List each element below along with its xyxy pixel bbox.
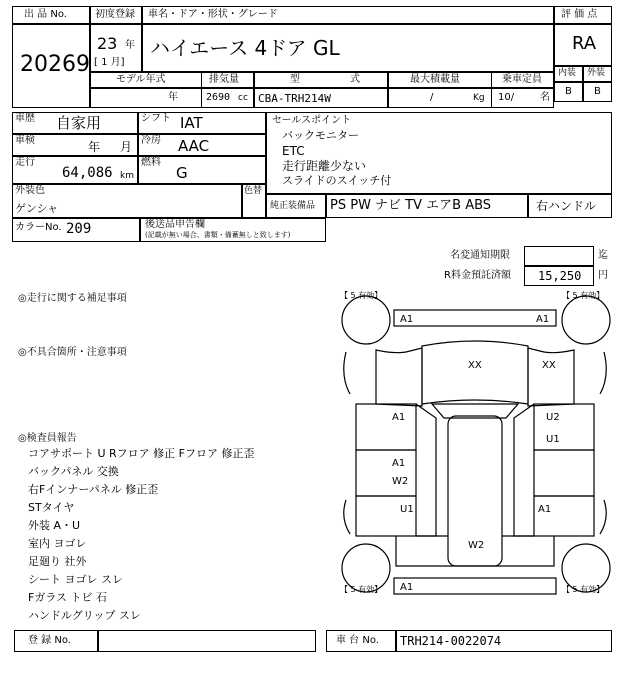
first-reg-year: 23 (97, 34, 118, 53)
mark-right-door-u1: U1 (546, 434, 560, 445)
mark-roof-w2: W2 (468, 540, 485, 551)
interior-label: 内装 (558, 68, 577, 78)
inspection-month-unit: 月 (120, 140, 133, 154)
left-mid-panel (356, 450, 416, 496)
inspector-title: ◎検査員報告 (18, 433, 77, 444)
tire-label-front-right: 【 5 有効】 (562, 291, 605, 300)
tire-label-rear-left: 【 5 有効】 (340, 585, 383, 594)
eval-label: 評 価 点 (561, 9, 598, 20)
right-mirror (600, 352, 606, 394)
sales-point-2: ETC (282, 144, 305, 158)
recycle-value: 15,250 (538, 269, 582, 283)
first-reg-year-unit: 年 (125, 40, 135, 51)
max-load-value: / (430, 92, 434, 103)
type-label-2: 式 (350, 74, 360, 85)
usage-value: 自家用 (56, 114, 102, 132)
max-load-label: 最大積載量 (410, 74, 460, 85)
usage-label: 車歴 (15, 113, 35, 124)
mark-left-mid-w2: W2 (392, 476, 409, 487)
left-front-door (356, 404, 416, 450)
equip-value: PS PW ナビ TV エアB ABS (330, 198, 492, 213)
lot-no: 20269 (20, 52, 90, 77)
mark-left-door-a1: A1 (392, 412, 406, 423)
ext-color-value: ゲンシャ (15, 202, 59, 215)
aftermarket-note: (記載が無い場合、書類・備蓄無しと致します) (145, 231, 291, 239)
tire-label-front-left: 【 5 有効】 (340, 291, 383, 300)
kg-unit: Kg (473, 93, 485, 103)
inspector-line-7: 足廻り 社外 (28, 555, 87, 568)
capacity-unit: 名 (540, 92, 550, 103)
left-inner-outline (416, 404, 436, 536)
right-mid-panel (534, 450, 594, 496)
left-rear-mirror (344, 500, 350, 534)
inspector-line-5: 外装 A・U (28, 519, 81, 532)
mark-front-a1-left: A1 (400, 314, 414, 325)
mark-rear-bumper-a1: A1 (400, 582, 414, 593)
inspector-line-10: ハンドルグリップ スレ (28, 609, 141, 622)
mark-left-mid-a1: A1 (392, 458, 406, 469)
fuel-label: 燃料 (141, 157, 161, 168)
car-name: ハイエース 4ドア GL (150, 36, 340, 60)
inspection-label: 車検 (15, 135, 35, 146)
mark-left-rear-u1: U1 (400, 504, 414, 515)
mileage-value: 64,086 (62, 165, 113, 181)
aftermarket-label: 後送品申告欄 (145, 219, 205, 230)
inspector-line-1: コアサポート U Rフロア 修正 Fフロア 修正歪 (28, 447, 255, 460)
inspection-year-unit: 年 (88, 140, 101, 154)
capacity-value: 10/ (498, 92, 515, 103)
defects-title: ◎不具合箇所・注意事項 (18, 347, 127, 358)
front-left-fender (376, 348, 422, 406)
recycle-unit: 円 (598, 270, 608, 281)
inspector-line-2: バックパネル 交換 (28, 465, 119, 478)
first-reg-month: [ 1 月] (94, 57, 125, 68)
name-change-unit: 迄 (598, 250, 608, 261)
shift-value: IAT (180, 114, 203, 132)
mark-right-xx: XX (542, 360, 556, 371)
ac-label: 冷房 (141, 135, 161, 146)
handle-value: 右ハンドル (536, 199, 597, 213)
front-right-fender (528, 348, 574, 406)
equip-label: 純正装備品 (270, 201, 316, 211)
displacement-value: 2690 (206, 92, 231, 103)
capacity-label: 乗車定員 (502, 74, 542, 85)
reg-no-label: 登 録 No. (28, 635, 71, 646)
mark-hood-xx: XX (468, 360, 482, 371)
right-rear-panel (534, 496, 594, 536)
mark-right-door-u2: U2 (546, 412, 560, 423)
exterior-label: 外装 (587, 68, 606, 78)
displacement-label: 排気量 (209, 74, 239, 85)
sales-point-3: 走行距離少ない (282, 159, 367, 173)
inspector-line-8: シート ヨゴレ スレ (28, 573, 123, 586)
fuel-value: G (176, 164, 188, 182)
first-reg-label: 初度登録 (95, 9, 135, 20)
front-bumper (394, 310, 556, 326)
km-unit: km (120, 171, 134, 181)
recycle-label: R料金預託済額 (444, 270, 511, 281)
car-condition-diagram (336, 286, 614, 626)
tire-front-right (562, 296, 610, 344)
rear-bumper (394, 578, 556, 594)
inspector-line-3: 右Fインナーパネル 修正歪 (28, 483, 159, 496)
model-year-label: モデル年式 (116, 74, 166, 85)
sales-point-1: バックモニター (282, 129, 359, 142)
running-remarks-title: ◎走行に関する補足事項 (18, 293, 127, 304)
car-name-label: 車名・ドア・形状・グレード (148, 9, 278, 20)
left-mirror (344, 352, 350, 394)
mark-front-a1-right: A1 (536, 314, 550, 325)
interior-grade: B (565, 86, 572, 97)
left-rear-panel (356, 496, 416, 536)
shift-label: シフト (141, 113, 171, 124)
cc-unit: cc (238, 93, 248, 103)
name-change-box (524, 246, 594, 266)
eval-score: RA (572, 33, 597, 54)
lot-no-label: 出 品 No. (24, 9, 67, 20)
type-label: 型 (290, 74, 300, 85)
ac-value: AAC (178, 137, 210, 155)
name-change-label: 名変通知期限 (450, 250, 510, 261)
tire-front-left (342, 296, 390, 344)
right-inner-outline (514, 404, 534, 536)
exterior-grade: B (594, 86, 601, 97)
inspector-line-9: Fガラス トビ 石 (28, 591, 107, 604)
right-front-door (534, 404, 594, 450)
chassis-value: TRH214-0022074 (400, 634, 502, 648)
model-year-unit: 年 (168, 92, 178, 103)
tire-label-rear-right: 【 5 有効】 (562, 585, 605, 594)
mileage-label: 走行 (15, 157, 35, 168)
sales-point-4: スライドのスイッチ付 (282, 174, 392, 187)
color-change-label: 色替 (244, 186, 263, 196)
mark-right-rear-a1: A1 (538, 504, 552, 515)
inspector-line-6: 室内 ヨゴレ (28, 537, 87, 550)
type-value: CBA-TRH214W (258, 92, 331, 105)
sales-points-label: セールスポイント (272, 115, 352, 126)
color-no-label: カラーNo. (15, 222, 62, 233)
chassis-label: 車 台 No. (336, 635, 379, 646)
ext-color-label: 外装色 (15, 185, 45, 196)
color-no-value: 209 (66, 221, 92, 237)
right-rear-mirror (600, 500, 606, 534)
inspector-line-4: STタイヤ (28, 501, 75, 514)
hood (422, 341, 528, 404)
reg-no-value-cell (98, 630, 316, 652)
